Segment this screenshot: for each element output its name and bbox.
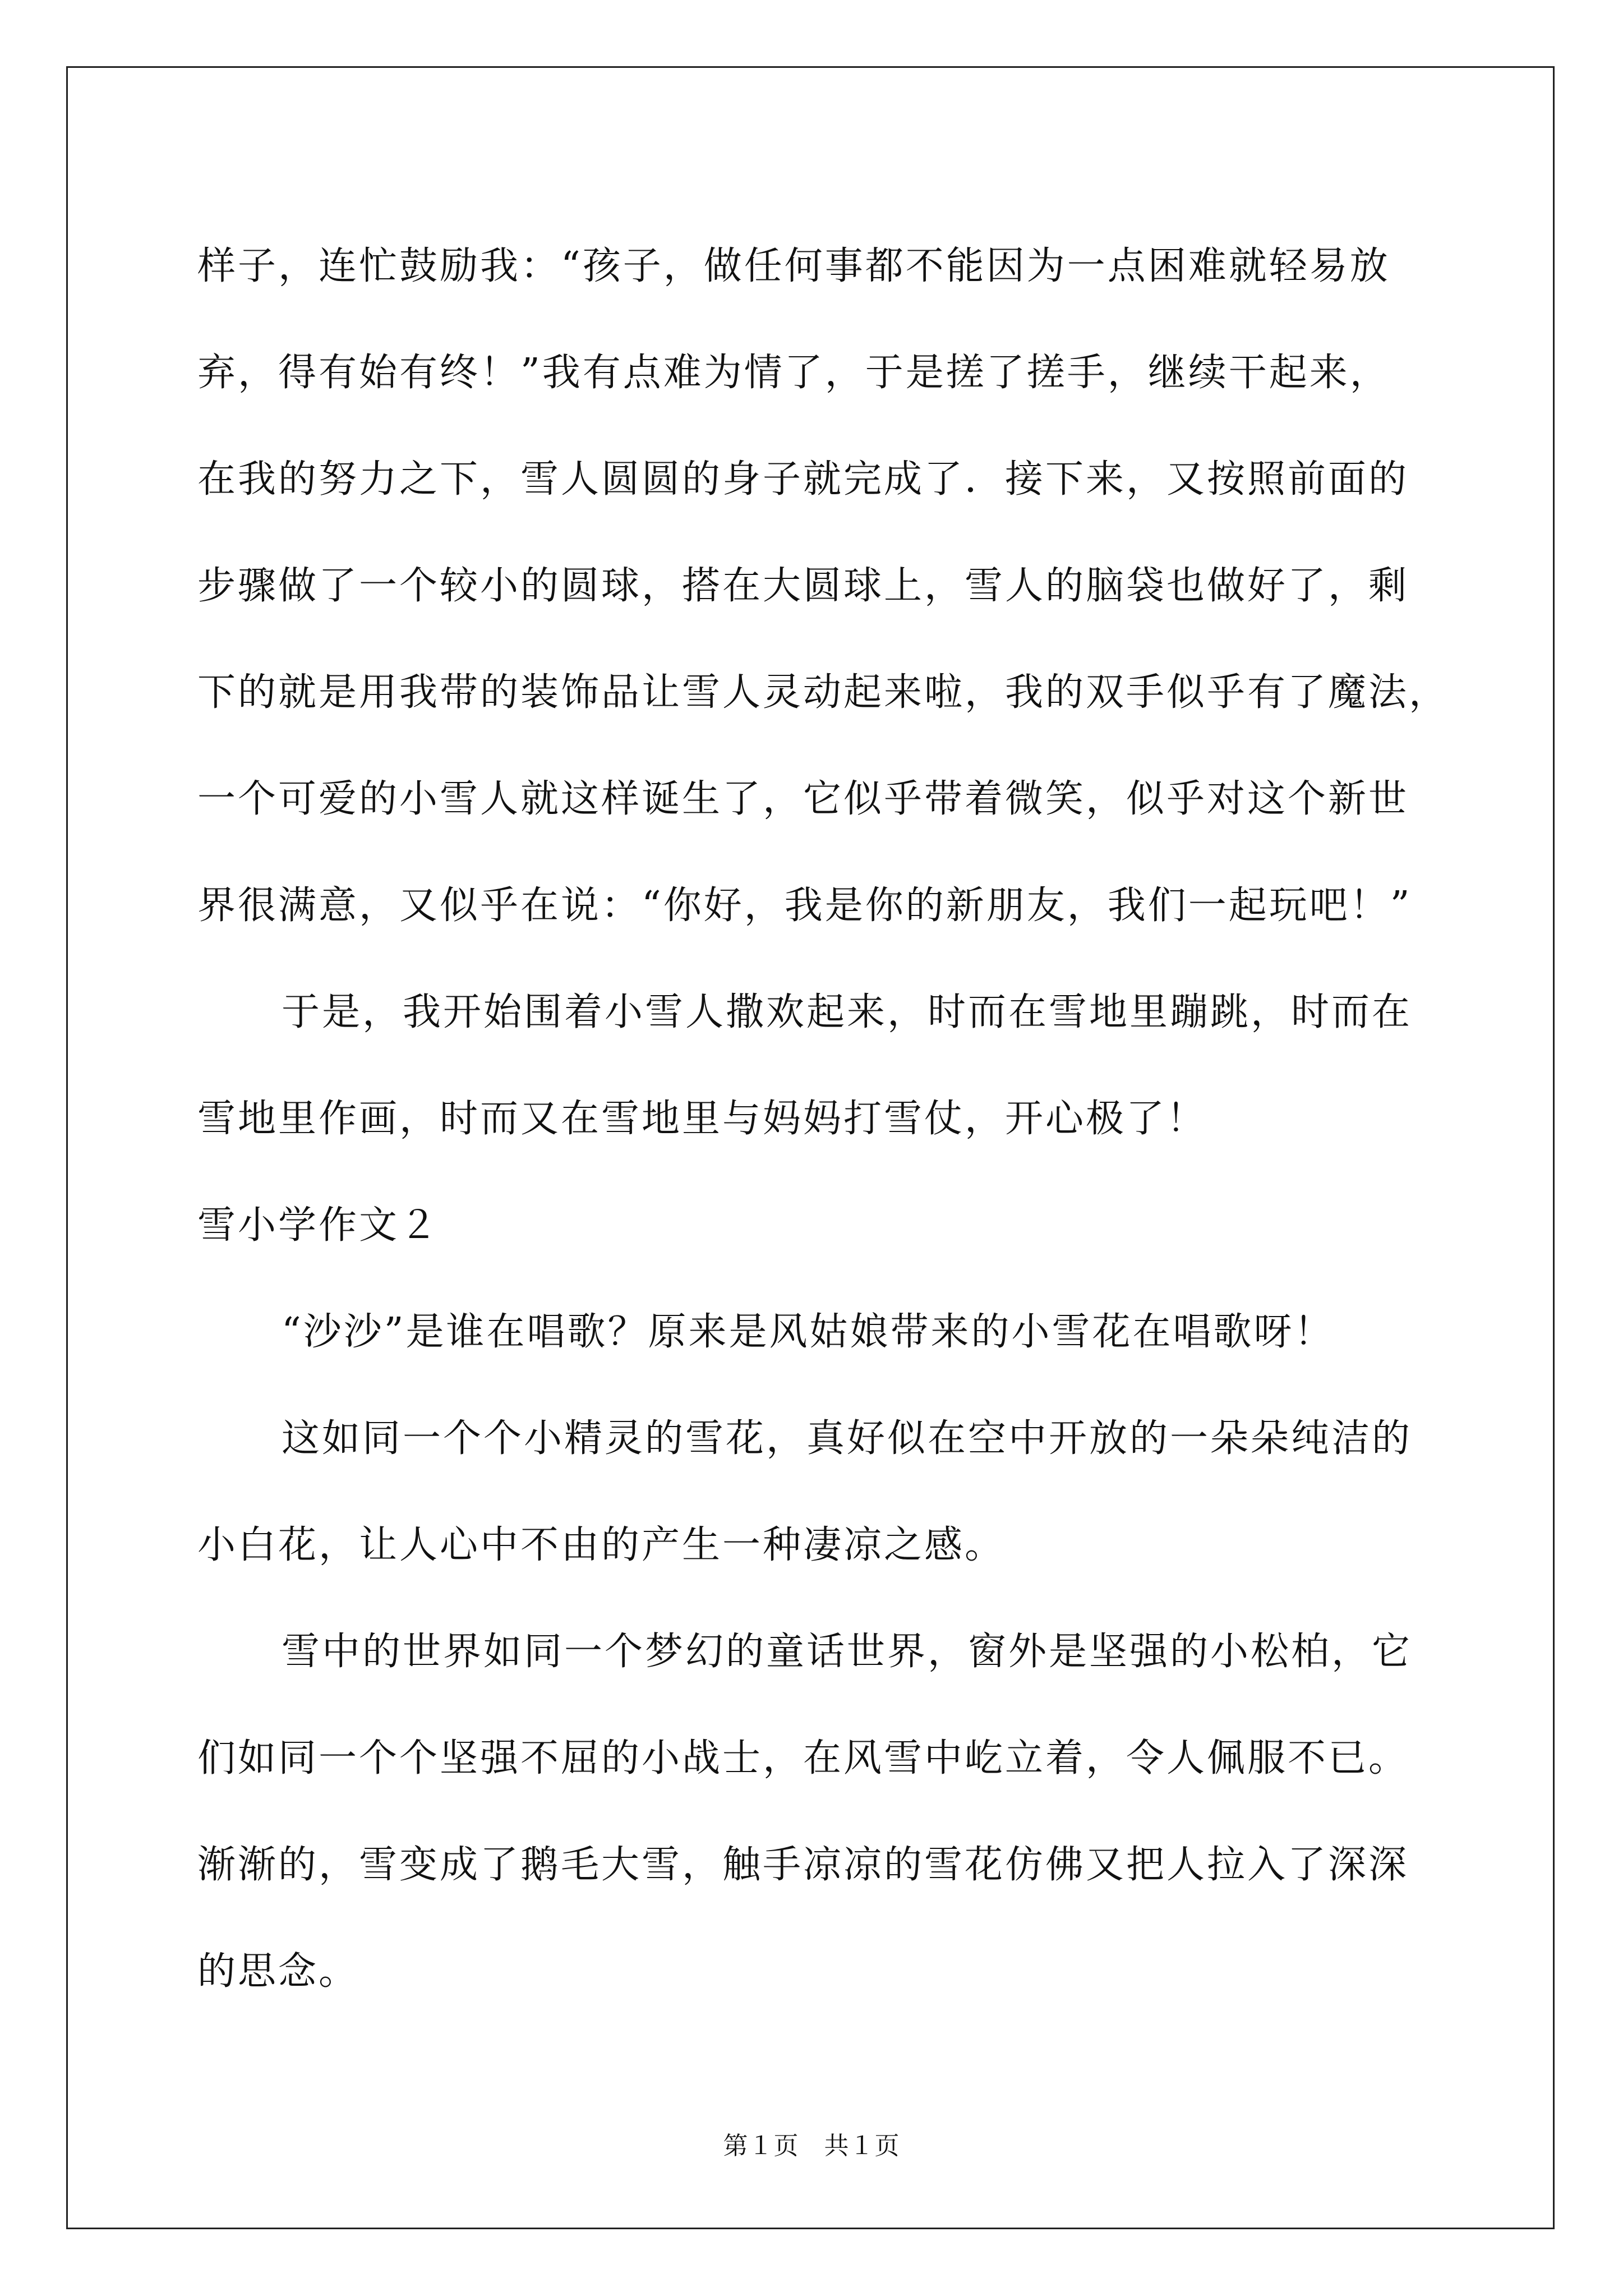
text-line: 渐渐的，雪变成了鹅毛大雪，触手凉凉的雪花仿佛又把人拉入了深深 bbox=[197, 1843, 1409, 1887]
page-footer: 第１页 共１页 bbox=[723, 2132, 900, 2160]
text-line: 步骤做了一个较小的圆球，搭在大圆球上，雪人的脑袋也做好了，剩 bbox=[197, 564, 1409, 608]
text-line: 弃，得有始有终！”我有点难为情了，于是搓了搓手，继续干起来， bbox=[197, 351, 1390, 395]
text-line: 的思念。 bbox=[197, 1949, 359, 1994]
text-line: 在我的努力之下，雪人圆圆的身子就完成了．接下来，又按照前面的 bbox=[197, 457, 1409, 501]
paragraph-start-line: “沙沙”是谁在唱歌？原来是风姑娘带来的小雪花在唱歌呀！ bbox=[282, 1310, 1335, 1354]
text-line: 雪地里作画，时而又在雪地里与妈妈打雪仗，开心极了！ bbox=[197, 1097, 1207, 1141]
paragraph-start-line: 雪中的世界如同一个梦幻的童话世界，窗外是坚强的小松柏，它 bbox=[282, 1630, 1413, 1674]
section-heading: 雪小学作文２ bbox=[197, 1203, 440, 1248]
text-line: 小白花，让人心中不由的产生一种凄凉之感。 bbox=[197, 1523, 1006, 1567]
text-line: 下的就是用我带的装饰品让雪人灵动起来啦，我的双手似乎有了魔法， bbox=[197, 670, 1450, 715]
document-body bbox=[197, 213, 1448, 2025]
text-line: 们如同一个个坚强不屈的小战士，在风雪中屹立着，令人佩服不已。 bbox=[197, 1736, 1409, 1780]
paragraph-start-line: 于是，我开始围着小雪人撒欢起来，时而在雪地里蹦跳，时而在 bbox=[282, 990, 1413, 1034]
text-line: 样子，连忙鼓励我：“孩子，做任何事都不能因为一点困难就轻易放 bbox=[197, 244, 1390, 288]
text-line: 一个可爱的小雪人就这样诞生了，它似乎带着微笑，似乎对这个新世 bbox=[197, 777, 1409, 821]
paragraph-start-line: 这如同一个个小精灵的雪花，真好似在空中开放的一朵朵纯洁的 bbox=[282, 1416, 1413, 1461]
text-line: 界很满意，又似乎在说：“你好，我是你的新朋友，我们一起玩吧！” bbox=[197, 884, 1412, 928]
